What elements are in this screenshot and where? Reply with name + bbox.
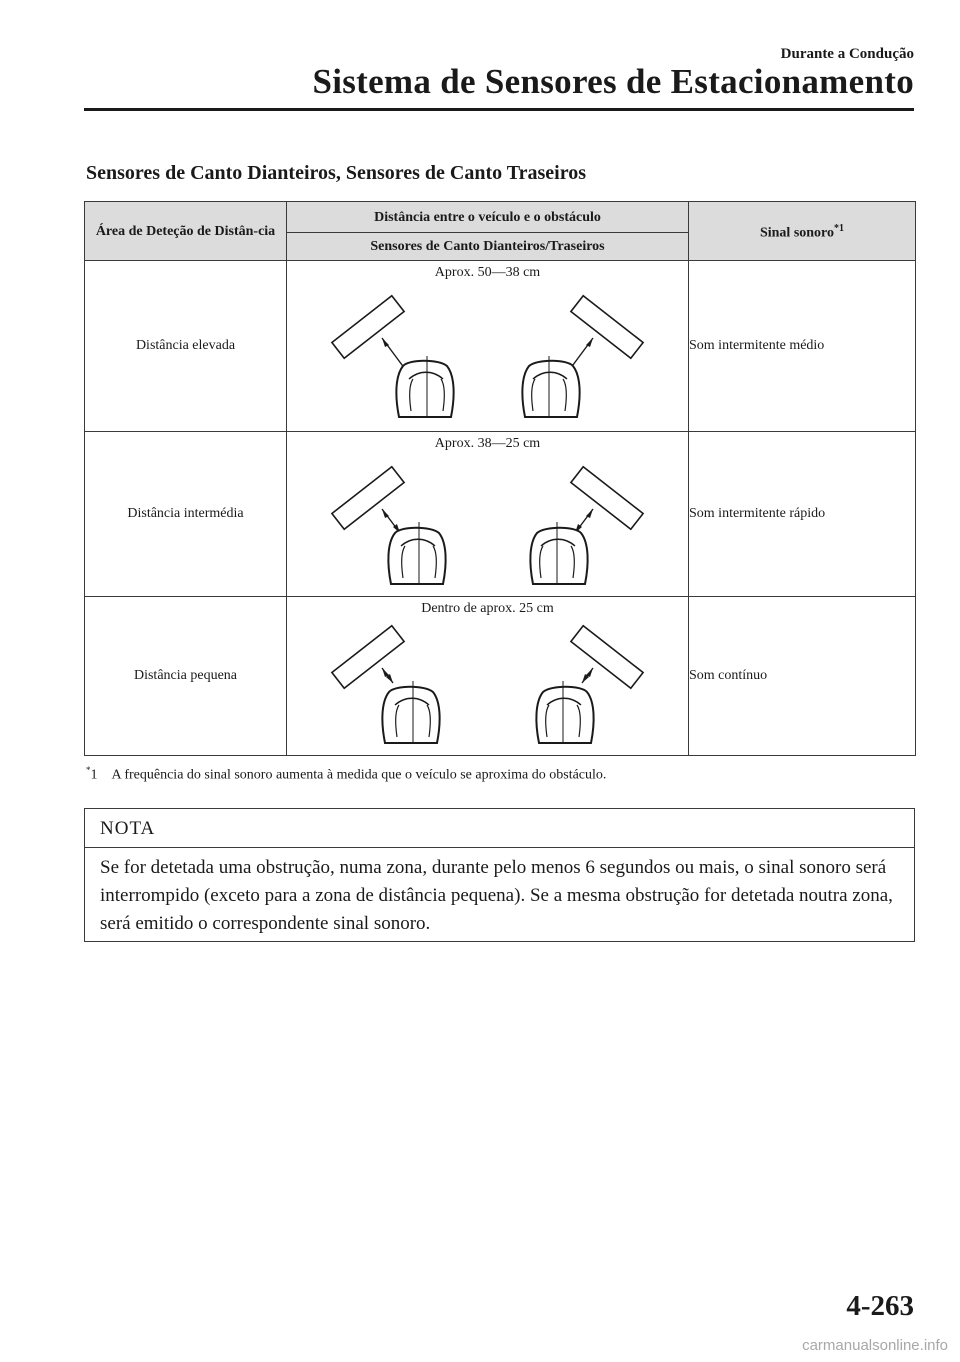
footnote	[86, 765, 606, 784]
zone-cell: Distância elevada	[85, 261, 287, 432]
illustration-cell	[287, 261, 689, 432]
footnote-ref: *1	[834, 223, 845, 235]
distance-label: Aprox. 38―25 cm	[434, 436, 541, 451]
col-header-distance: Distância entre o veículo e o obstáculo	[287, 202, 689, 233]
note-heading: NOTA	[85, 809, 914, 848]
col-header-zone: Área de Deteção de Distân-cia	[85, 202, 287, 261]
note-box	[84, 808, 915, 942]
col-header-sound	[689, 202, 916, 261]
zone-cell: Distância intermédia	[85, 432, 287, 597]
page-number: 4-263	[846, 1290, 914, 1322]
illustration-cell	[287, 597, 689, 756]
footnote-text: A frequência do sinal sonoro aumenta à medida que o veículo se aproxima do obstáculo.	[111, 767, 607, 783]
table-row	[85, 432, 916, 597]
parking-sensor-diagram	[287, 432, 689, 597]
sound-cell: Som contínuo	[689, 597, 916, 756]
illustration-cell	[287, 432, 689, 597]
footnote-number: 1	[90, 767, 98, 783]
subsection-title: Sensores de Canto Dianteiros, Sensores de Canto Traseiros	[86, 162, 587, 184]
zone-cell: Distância pequena	[85, 597, 287, 756]
table-row	[85, 597, 916, 756]
table-row	[85, 261, 916, 432]
col-header-sound-label: Sinal sonoro	[759, 225, 835, 241]
section-header: Durante a Condução	[780, 46, 914, 62]
distance-label: Aprox. 50―38 cm	[434, 265, 541, 280]
page-title: Sistema de Sensores de Estacionamento	[312, 62, 914, 101]
col-header-sensors: Sensores de Canto Dianteiros/Traseiros	[287, 233, 689, 261]
parking-sensor-diagram	[287, 597, 689, 756]
sound-cell: Som intermitente médio	[689, 261, 916, 432]
watermark: carmanualsonline.info	[802, 1337, 948, 1354]
footnote-mark: *	[86, 765, 91, 775]
note-body: Se for detetada uma obstrução, numa zona, durante pelo menos 6 segundos ou mais, o sinal sonoro será interrompido (exceto para a zona de distância pequena). Se a mesma obstrução for detetada noutra zona, será emitido o correspondente sinal sonoro.	[100, 857, 893, 934]
header-rule	[84, 108, 914, 111]
parking-sensor-diagram	[287, 261, 689, 432]
detection-table	[84, 201, 916, 756]
distance-label: Dentro de aprox. 25 cm	[421, 601, 554, 616]
sound-cell: Som intermitente rápido	[689, 432, 916, 597]
